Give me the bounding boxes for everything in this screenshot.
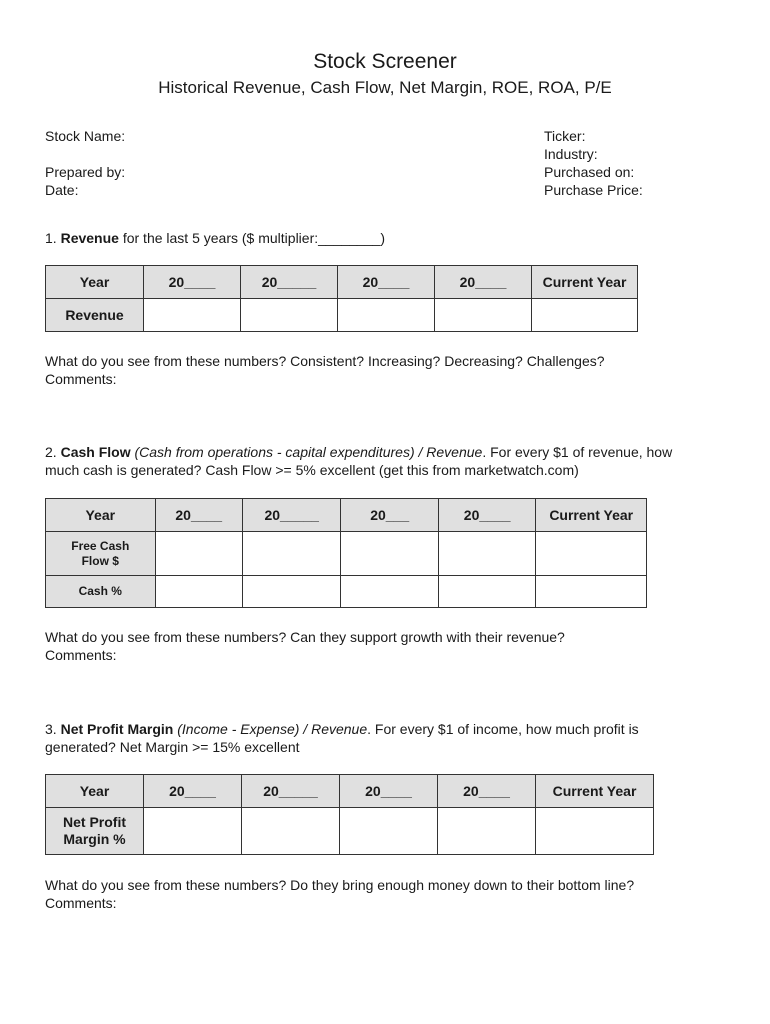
entry-cell[interactable] [340,808,438,855]
entry-cell[interactable] [155,576,242,608]
cash-flow-table [45,498,647,608]
header-cell: 20____ [338,266,435,299]
net-margin-question [45,876,634,912]
section-description-2: much cash is generated? Cash Flow >= 5% excellent (get this from marketwatch.com) [45,462,579,478]
header-cell: 20_____ [242,499,340,532]
section-description: . For every $1 of revenue, how [482,444,673,460]
header-cell: 20____ [435,266,532,299]
header-cell: 20____ [340,775,438,808]
table-row [46,576,647,608]
table-header-row [46,775,654,808]
entry-cell[interactable] [536,576,647,608]
section-label: Revenue [60,230,119,246]
entry-cell[interactable] [438,532,535,576]
header-cell: Current Year [536,499,647,532]
net-margin-heading [45,720,735,756]
revenue-heading [45,229,385,247]
cash-flow-question [45,628,565,664]
section-label: Net Profit Margin [60,721,174,737]
question-text: What do you see from these numbers? Do they bring enough money down to their bottom line? [45,877,635,893]
comments-label: Comments: [45,647,117,663]
purchased-on-label: Purchased on: [544,164,635,180]
question-text: What do you see from these numbers? Can they support growth with their revenue? [45,629,565,645]
entry-cell[interactable] [341,532,438,576]
revenue-question [45,352,605,388]
section-description: for the last 5 years ($ multiplier:________) [122,230,386,246]
question-text: What do you see from these numbers? Consistent? Increasing? Decreasing? Challenges? [45,353,605,369]
entry-cell[interactable] [241,299,338,332]
entry-cell[interactable] [242,808,340,855]
entry-cell[interactable] [144,808,242,855]
ticker-label: Ticker: [544,128,586,144]
entry-cell[interactable] [242,576,340,608]
page-title: Stock Screener [313,50,457,73]
section-description-2: generated? Net Margin >= 15% excellent [45,739,300,755]
header-cell: 20_____ [241,266,338,299]
table-row [46,299,638,332]
date-label: Date: [45,182,79,198]
stock-name-label: Stock Name: [45,128,126,144]
purchase-price-label: Purchase Price: [544,182,643,198]
header-cell: 20_____ [242,775,340,808]
section-label: Cash Flow [60,444,131,460]
entry-cell[interactable] [338,299,435,332]
header-cell: Year [46,266,144,299]
entry-cell[interactable] [155,532,242,576]
row-label: Net Profit Margin % [46,808,144,855]
table-header-row [46,499,647,532]
comments-label: Comments: [45,895,117,911]
table-header-row [46,266,638,299]
row-label: Revenue [46,299,144,332]
net-margin-table [45,774,654,855]
section-number: 3. [45,721,57,737]
table-row [46,808,654,855]
header-cell: 20____ [438,775,536,808]
header-cell: Year [46,775,144,808]
entry-cell[interactable] [438,808,536,855]
entry-cell[interactable] [144,299,241,332]
header-cell: 20___ [341,499,438,532]
info-left [45,127,125,199]
prepared-by-label: Prepared by: [45,164,126,180]
revenue-table [45,265,638,332]
section-description: . For every $1 of income, how much profit is [367,721,639,737]
header-cell: 20____ [438,499,535,532]
header-cell: Current Year [536,775,654,808]
section-formula: (Income - Expense) / Revenue [177,721,368,737]
section-number: 1. [45,230,57,246]
row-label: Free Cash Flow $ [46,532,156,576]
page-subtitle: Historical Revenue, Cash Flow, Net Margin, ROE, ROA, P/E [158,78,612,97]
info-right [544,127,643,199]
table-row [46,532,647,576]
header-cell: Year [46,499,156,532]
header-cell: 20____ [144,775,242,808]
header-cell: Current Year [532,266,638,299]
entry-cell[interactable] [438,576,535,608]
section-formula: (Cash from operations - capital expenditures) / Revenue [134,444,483,460]
header-cell: 20____ [155,499,242,532]
entry-cell[interactable] [341,576,438,608]
info-spacer [45,145,125,163]
entry-cell[interactable] [536,532,647,576]
entry-cell[interactable] [242,532,340,576]
row-label: Cash % [46,576,156,608]
entry-cell[interactable] [536,808,654,855]
header-cell: 20____ [144,266,241,299]
industry-label: Industry: [544,146,598,162]
comments-label: Comments: [45,371,117,387]
cash-flow-heading [45,443,735,479]
entry-cell[interactable] [435,299,532,332]
entry-cell[interactable] [532,299,638,332]
section-number: 2. [45,444,57,460]
